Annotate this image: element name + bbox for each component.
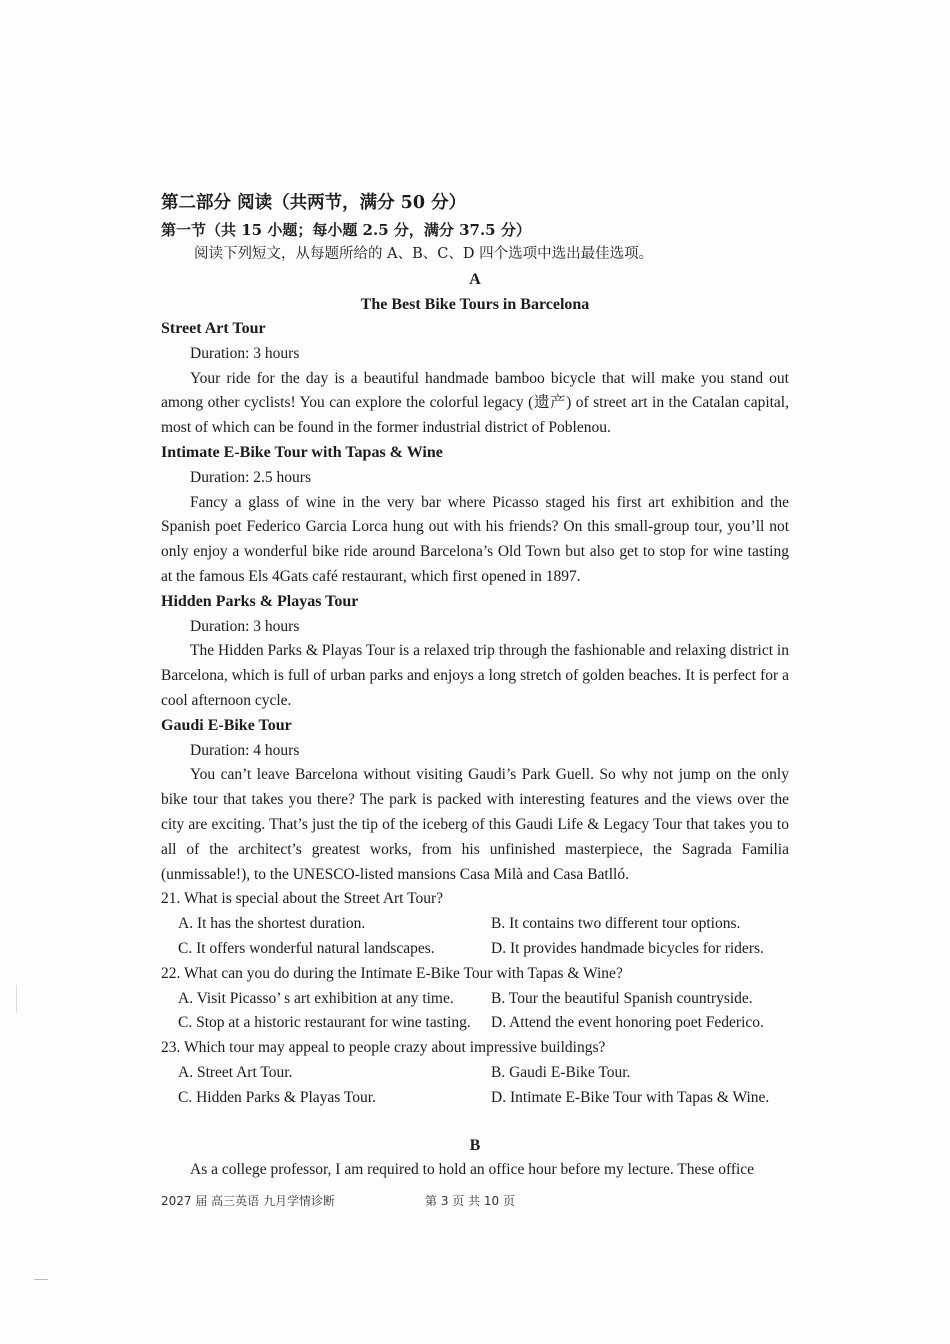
tour-street-art	[161, 317, 789, 441]
instruction: 阅读下列短文，从每题所给的 A、B、C、D 四个选项中选出最佳选项。	[194, 246, 654, 262]
part-title: 第二部分 阅读（共两节，满分 50 分）	[161, 193, 467, 213]
footer-page-number: 第 3 页 共 10 页	[425, 1194, 515, 1208]
option-d: D. Attend the event honoring poet Federico.	[491, 1014, 764, 1032]
option-grid	[161, 987, 789, 1037]
question-stem: 22. What can you do during the Intimate E-Bike Tour with Tapas & Wine?	[161, 964, 623, 982]
tour-name: Intimate E-Bike Tour with Tapas & Wine	[161, 443, 443, 461]
tour-gaudi-e-bike	[161, 714, 789, 888]
question-stem: 21. What is special about the Street Art Tour?	[161, 890, 444, 908]
question-23	[161, 1036, 789, 1110]
tour-name: Street Art Tour	[161, 320, 266, 337]
option-d: D. Intimate E-Bike Tour with Tapas & Wine.	[491, 1088, 770, 1106]
tour-name: Hidden Parks & Playas Tour	[161, 592, 359, 610]
option-b: B. Tour the beautiful Spanish countryside.	[491, 989, 753, 1007]
option-c: C. Hidden Parks & Playas Tour.	[178, 1088, 376, 1106]
tour-description: The Hidden Parks & Playas Tour is a relaxed trip through the fashionable and relaxing district in Barcelona, which is full of urban parks and enjoys a long stretch of golden beaches. It is perfect for a cool afternoon cycle.	[161, 642, 789, 709]
scan-side-mark	[16, 985, 17, 1013]
passage-a-letter: A	[469, 271, 481, 288]
tour-duration: Duration: 2.5 hours	[190, 468, 311, 486]
question-21	[161, 887, 789, 961]
tour-hidden-parks	[161, 590, 789, 714]
option-grid	[161, 1061, 789, 1111]
option-a: A. Street Art Tour.	[178, 1063, 293, 1081]
scan-edge-mark	[34, 1279, 48, 1280]
passage-a-title: The Best Bike Tours in Barcelona	[360, 296, 590, 313]
tour-description: You can’t leave Barcelona without visiting Gaudi’s Park Guell. So why not jump on the only bike tour that takes you there? The park is packed with interesting features and the views over the city are exciting. That’s just the tip of the iceberg of this Gaudi Life & Legacy Tour that takes you to all of the architect’s greatest works, from his unfinished masterpiece, the Sagrada Familia (unmissable!), to the UNESCO-listed mansions Casa Milà and Casa Batlló.	[161, 766, 789, 883]
tour-description: Fancy a glass of wine in the very bar where Picasso staged his first art exhibition and the Spanish poet Federico Garcia Lorca hung out with his friends? On this small-group tour, you’ll not only enjoy a wonderful bike ride around Barcelona’s Old Town but also get to stop for wine tasting at the famous Els 4Gats café restaurant, which first opened in 1897.	[161, 493, 789, 585]
option-grid	[161, 912, 789, 962]
question-22	[161, 962, 789, 1036]
tour-name: Gaudi E-Bike Tour	[161, 716, 292, 734]
tour-duration: Duration: 4 hours	[190, 741, 300, 759]
option-c: C. It offers wonderful natural landscapes.	[178, 939, 435, 957]
option-b: B. It contains two different tour options.	[491, 915, 741, 933]
tour-duration: Duration: 3 hours	[190, 617, 300, 635]
option-b: B. Gaudi E-Bike Tour.	[491, 1063, 631, 1081]
passage-b-first-line: As a college professor, I am required to hold an office hour before my lecture. These office	[190, 1160, 755, 1178]
passage-b-letter: B	[469, 1136, 481, 1154]
tour-intimate-e-bike	[161, 441, 789, 590]
footer-exam-info: 2027 届 高三英语 九月学情诊断	[161, 1194, 335, 1208]
option-a: A. It has the shortest duration.	[178, 915, 366, 933]
page-content	[161, 188, 789, 1182]
option-c: C. Stop at a historic restaurant for wine tasting.	[178, 1014, 471, 1032]
tour-description: Your ride for the day is a beautiful handmade bamboo bicycle that will make you stand out among other cyclists! You can explore the colorful legacy (遗产) of street art in the Catalan capital, most of which can be found in the former industrial district of Poblenou.	[161, 369, 789, 437]
question-stem: 23. Which tour may appeal to people crazy about impressive buildings?	[161, 1039, 606, 1057]
section-title: 第一节（共 15 小题；每小题 2.5 分，满分 37.5 分）	[161, 221, 531, 239]
option-a: A. Visit Picasso’ s art exhibition at any time.	[178, 989, 454, 1007]
option-d: D. It provides handmade bicycles for riders.	[491, 939, 764, 957]
tour-duration: Duration: 3 hours	[190, 344, 300, 362]
